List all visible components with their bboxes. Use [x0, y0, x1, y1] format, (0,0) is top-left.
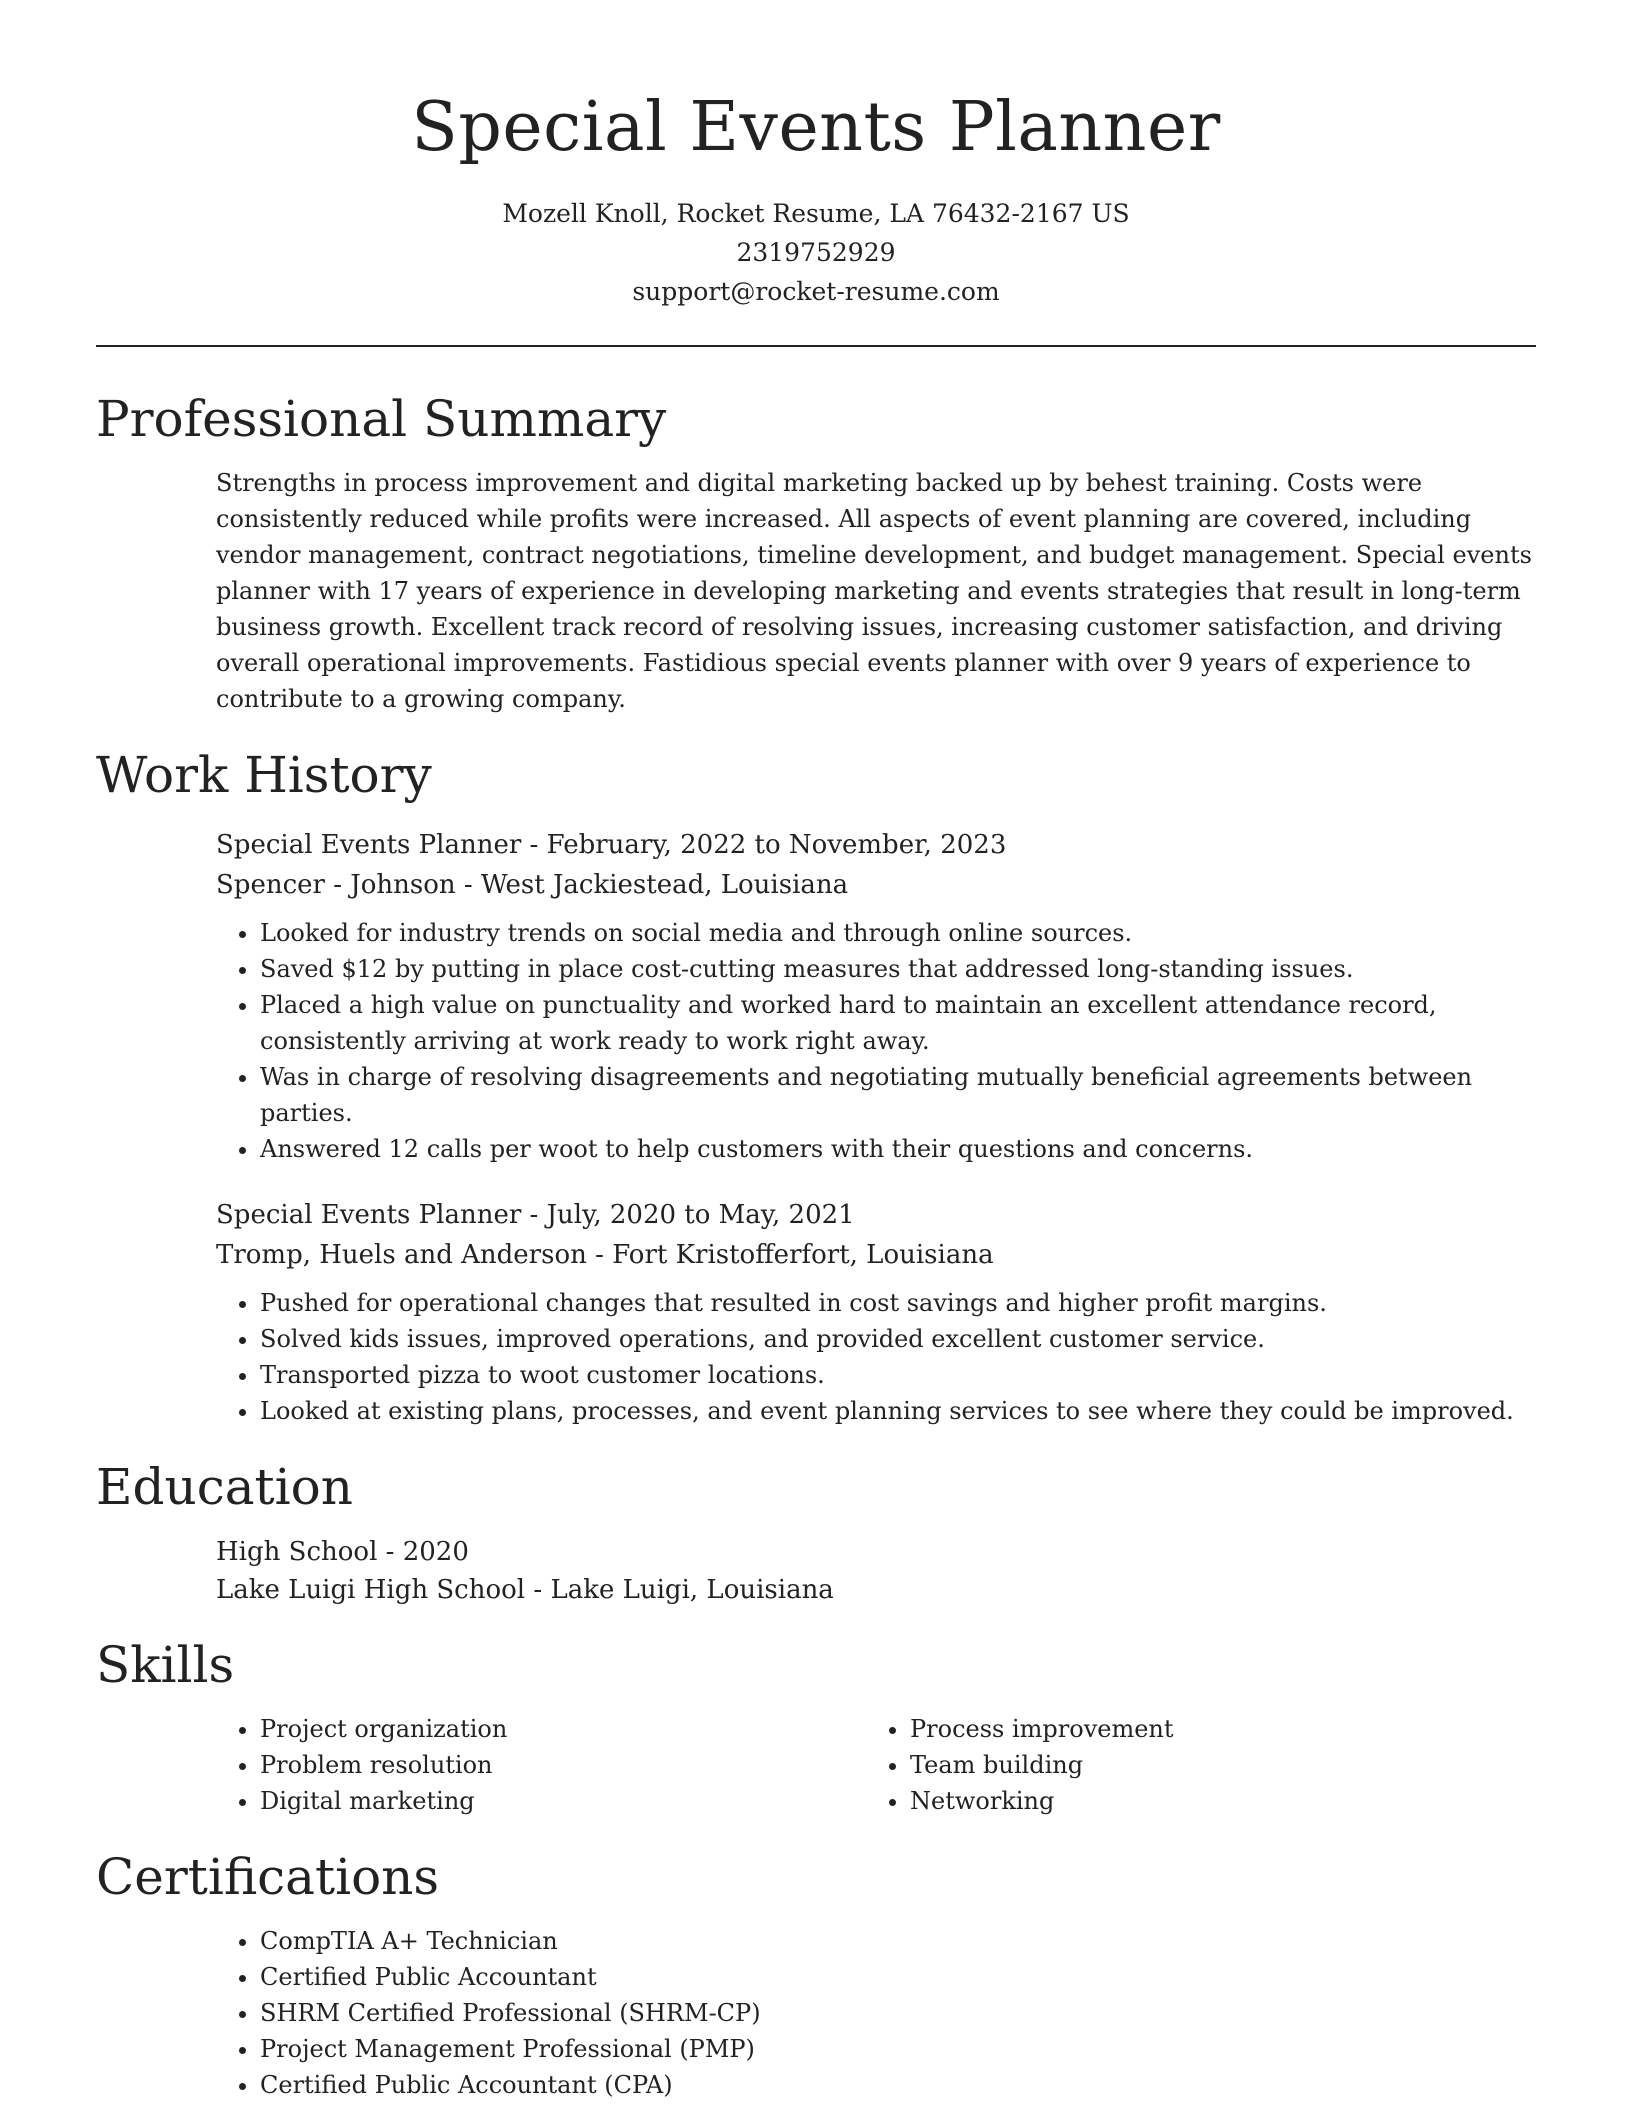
job-dates: February, 2022 to November, 2023 — [546, 830, 1007, 860]
list-item: • Answered 12 calls per woot to help customers with their questions and concerns. — [260, 1131, 1536, 1167]
section-education — [96, 1455, 1536, 1609]
list-item: • Digital marketing — [260, 1783, 866, 1819]
job-position: Special Events Planner — [216, 1200, 522, 1230]
job-dates: July, 2020 to May, 2021 — [546, 1200, 855, 1230]
job-entry — [216, 1195, 1536, 1429]
section-professional-summary — [96, 387, 1536, 717]
contact-phone: 2319752929 — [736, 238, 896, 267]
section-title-certifications: Certifications — [96, 1848, 440, 1906]
contact-info — [96, 194, 1536, 311]
list-item: • Certified Public Accountant — [260, 1959, 1536, 1995]
job-bullets — [216, 915, 1536, 1167]
list-item: • Pushed for operational changes that resulted in cost savings and higher profit margins. — [260, 1285, 1536, 1321]
list-item: • Was in charge of resolving disagreements and negotiating mutually beneficial agreements between parties. — [260, 1059, 1536, 1131]
list-item: • Networking — [910, 1783, 1516, 1819]
list-item: • Certified Public Accountant (CPA) — [260, 2067, 1536, 2103]
section-title-work-history: Work History — [96, 746, 432, 804]
contact-email[interactable]: support@rocket-resume.com — [632, 277, 1000, 306]
list-item: • Team building — [910, 1747, 1516, 1783]
section-skills — [96, 1633, 1536, 1819]
section-title-skills: Skills — [96, 1636, 235, 1694]
education-year: 2020 — [402, 1537, 469, 1567]
list-item: • Saved $12 by putting in place cost-cutting measures that addressed long-standing issues. — [260, 951, 1536, 987]
job-company: Spencer - Johnson — [216, 870, 456, 900]
list-item: • Transported pizza to woot customer locations. — [260, 1357, 1536, 1393]
education-degree-line: High School - 2020 — [216, 1537, 469, 1567]
job-employer: Tromp, Huels and Anderson - Fort Kristofferfort, Louisiana — [216, 1240, 994, 1270]
contact-address: Mozell Knoll, Rocket Resume, LA 76432-2167 US — [502, 199, 1130, 228]
job-position: Special Events Planner — [216, 830, 522, 860]
section-work-history — [96, 743, 1536, 1429]
list-item: • Looked at existing plans, processes, and event planning services to see where they could be improved. — [260, 1393, 1536, 1429]
section-title-summary: Professional Summary — [96, 390, 667, 448]
section-title-education: Education — [96, 1458, 353, 1516]
list-item: • Project Management Professional (PMP) — [260, 2031, 1536, 2067]
list-item: • Looked for industry trends on social media and through online sources. — [260, 915, 1536, 951]
skills-column-right — [866, 1711, 1516, 1819]
section-certifications — [96, 1845, 1536, 2103]
job-heading: Special Events Planner - February, 2022 to November, 2023 — [216, 830, 1007, 860]
header-divider — [96, 345, 1536, 347]
skills-column-left — [216, 1711, 866, 1819]
list-item: • CompTIA A+ Technician — [260, 1923, 1536, 1959]
list-item: • Project organization — [260, 1711, 866, 1747]
resume-name: Special Events Planner — [411, 88, 1221, 167]
resume-header — [96, 0, 1536, 311]
list-item: • Placed a high value on punctuality and worked hard to maintain an excellent attendance record, consistently arriving at work ready to work right away. — [260, 987, 1536, 1059]
job-location: Fort Kristofferfort, Louisiana — [612, 1240, 994, 1270]
job-location: West Jackiestead, Louisiana — [480, 870, 849, 900]
education-location: Lake Luigi, Louisiana — [550, 1575, 834, 1605]
job-company: Tromp, Huels and Anderson — [216, 1240, 587, 1270]
list-item: • Problem resolution — [260, 1747, 866, 1783]
list-item: • Solved kids issues, improved operations, and provided excellent customer service. — [260, 1321, 1536, 1357]
skills-list-right — [866, 1711, 1516, 1819]
job-bullets — [216, 1285, 1536, 1429]
education-school-line: Lake Luigi High School - Lake Luigi, Louisiana — [216, 1575, 834, 1605]
skills-grid — [216, 1711, 1536, 1819]
resume-page — [96, 0, 1536, 2103]
skills-list-left — [216, 1711, 866, 1819]
list-item: • SHRM Certified Professional (SHRM-CP) — [260, 1995, 1536, 2031]
job-employer: Spencer - Johnson - West Jackiestead, Louisiana — [216, 870, 849, 900]
summary-text: Strengths in process improvement and digital marketing backed up by behest training. Costs were consistently reduced while profits were increased. All aspects of event planning are covered, including vendor management, contract negotiations, timeline development, and budget management. Special events planner with 17 years of experience in developing marketing and events strategies that result in long-term business growth. Excellent track record of resolving issues, increasing customer satisfaction, and driving overall operational improvements. Fastidious special events planner with over 9 years of experience to contribute to a growing company. — [216, 469, 1532, 713]
education-school: Lake Luigi High School — [216, 1575, 526, 1605]
list-item: • Process improvement — [910, 1711, 1516, 1747]
education-degree: High School — [216, 1537, 378, 1567]
certifications-list — [216, 1923, 1536, 2103]
job-entry — [216, 825, 1536, 1167]
job-heading: Special Events Planner - July, 2020 to May, 2021 — [216, 1200, 855, 1230]
